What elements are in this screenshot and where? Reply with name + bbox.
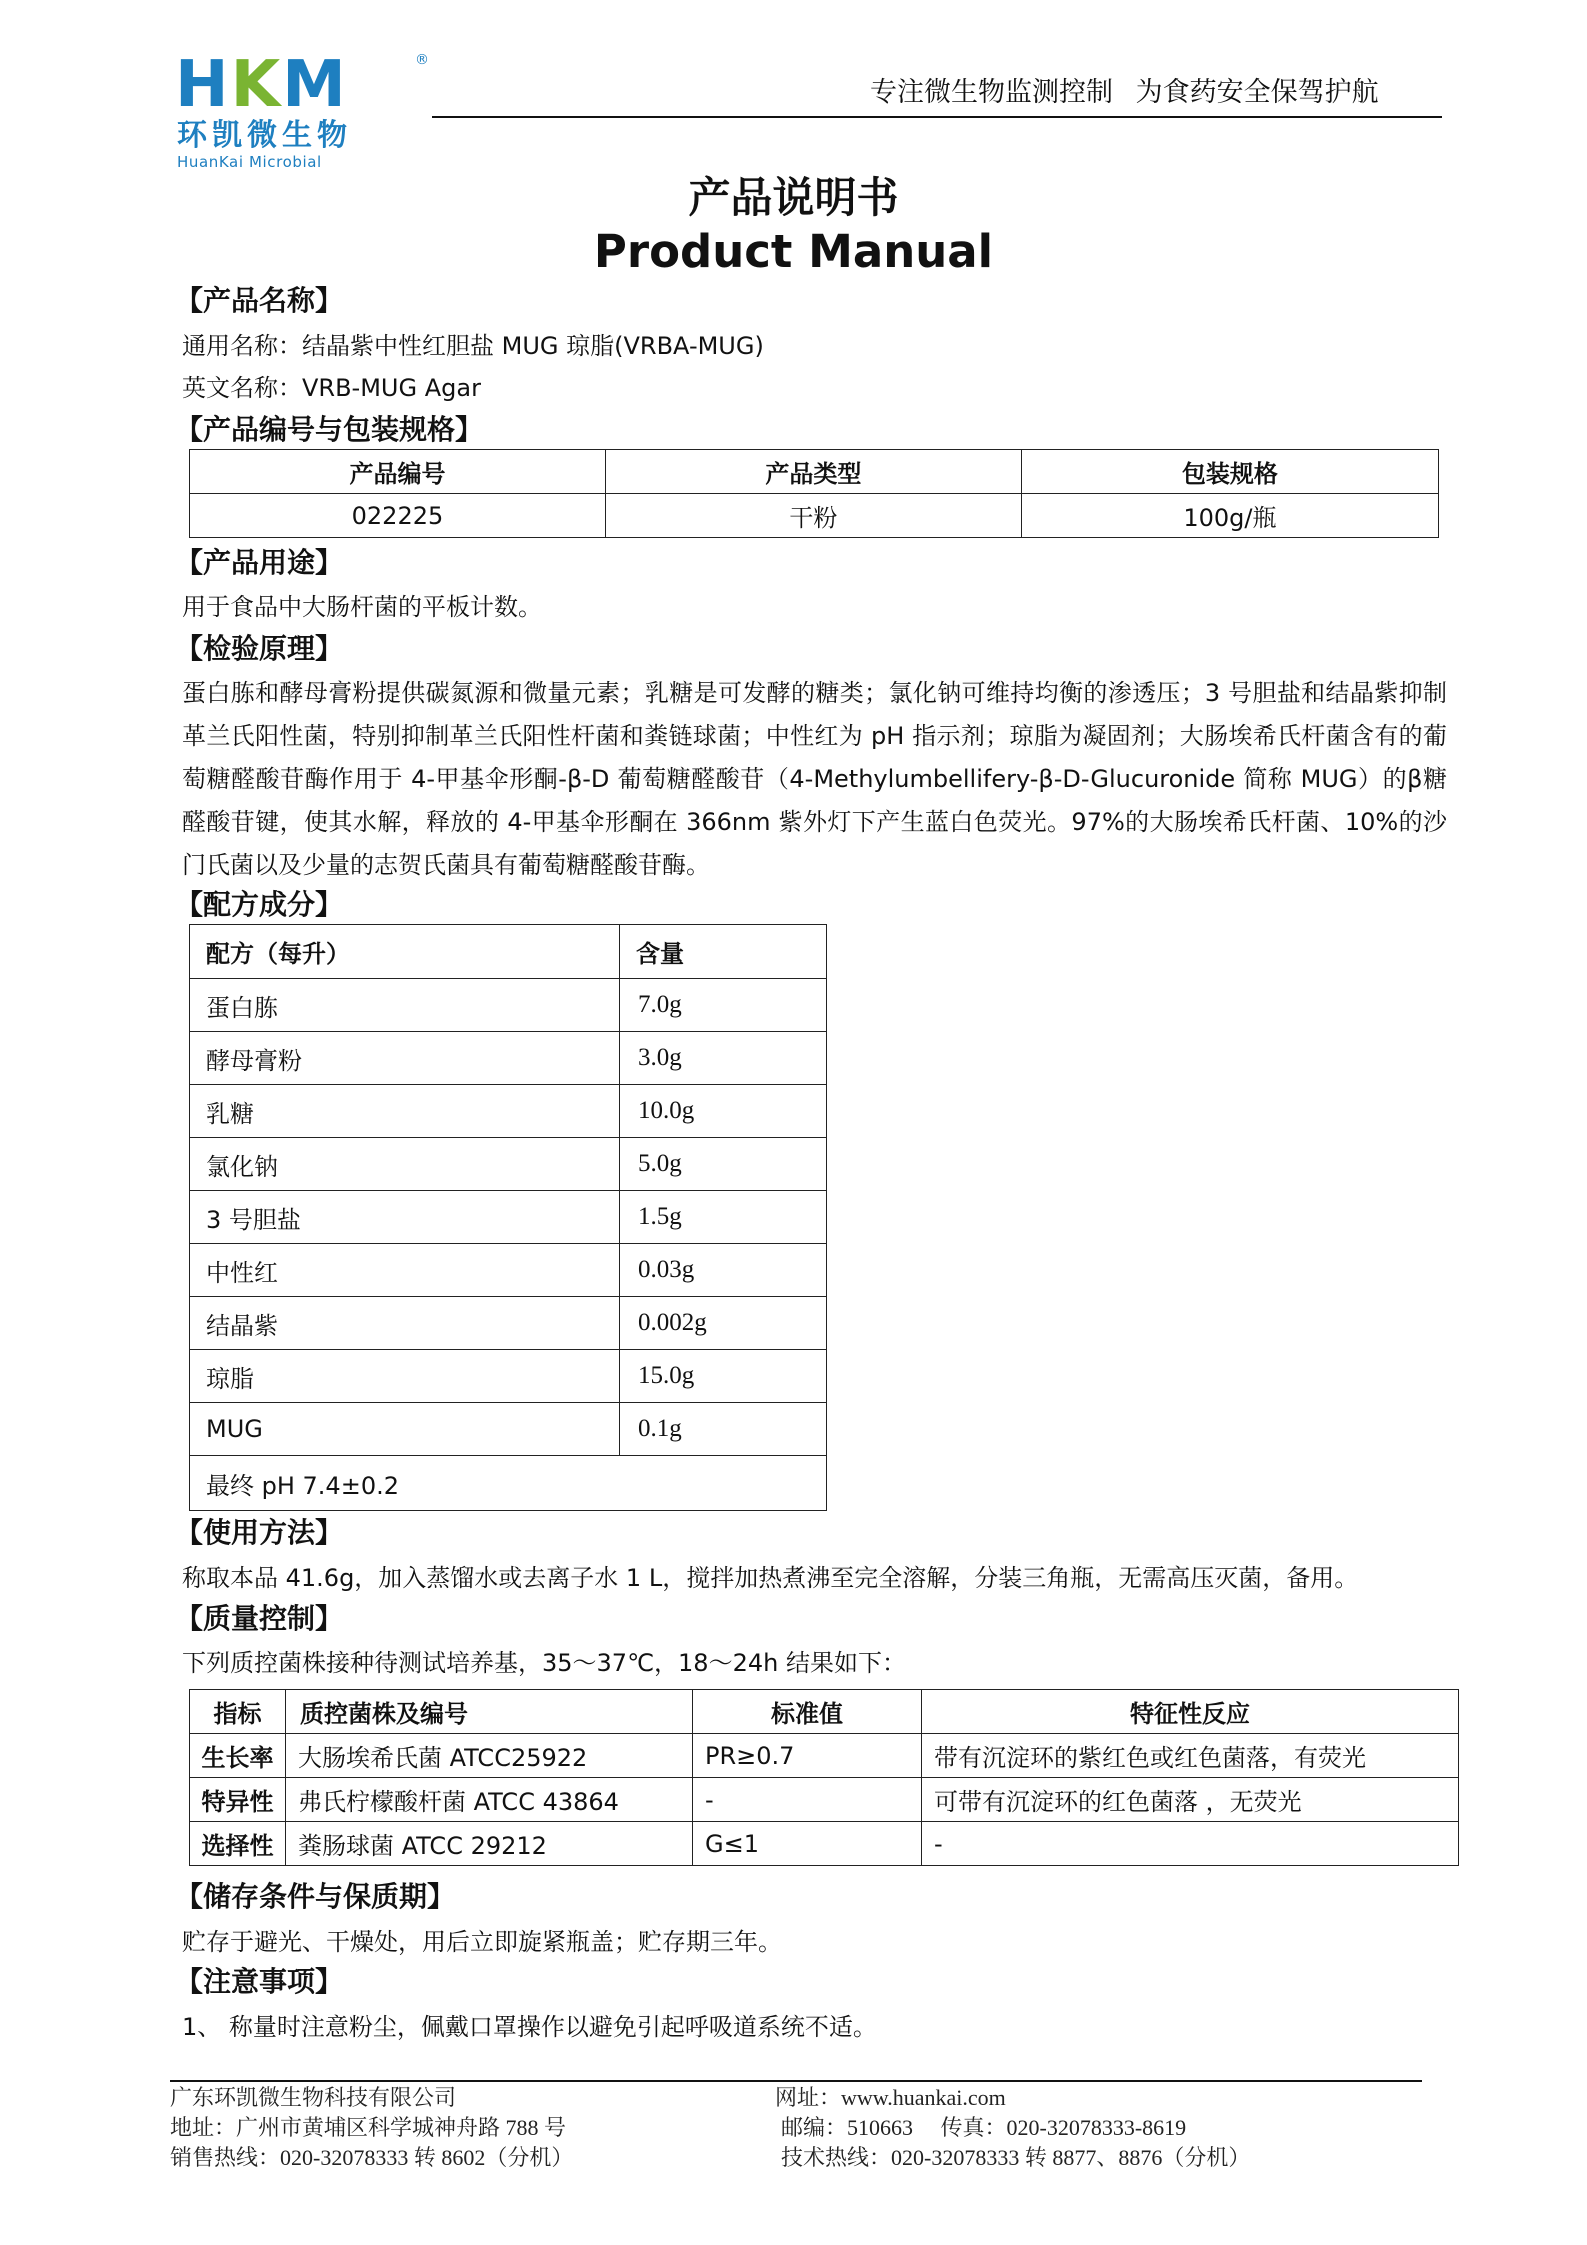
table-row — [190, 1822, 1459, 1866]
logo-mark: HKM — [175, 48, 348, 122]
section-heading-packaging: 【产品编号与包装规格】 — [175, 413, 484, 446]
section-heading-method: 【使用方法】 — [175, 1516, 344, 1549]
section-heading-notes: 【注意事项】 — [175, 1965, 344, 1998]
ingredient-name: 氯化钠 — [190, 1138, 620, 1191]
page-title-cn: 产品说明书 — [688, 173, 899, 222]
table-row — [190, 1350, 827, 1403]
qc-indicator: 生长率 — [190, 1734, 286, 1778]
header-cell: 质控菌株及编号 — [286, 1690, 693, 1734]
table-row — [190, 1734, 1459, 1778]
final-ph: 最终 pH 7.4±0.2 — [190, 1456, 827, 1511]
qc-strain: 弗氏柠檬酸杆菌 ATCC 43864 — [286, 1778, 693, 1822]
qc-standard: G≤1 — [693, 1822, 922, 1866]
table-row — [190, 1085, 827, 1138]
principle-text: 蛋白胨和酵母膏粉提供碳氮源和微量元素；乳糖是可发酵的糖类；氯化钠可维持均衡的渗透压；3 号胆盐和结晶紫抑制革兰氏阳性菌，特别抑制革兰氏阳性杆菌和粪链球菌；中性红为 pH 指示剂；琼脂为凝固剂；大肠埃希氏杆菌含有的葡萄糖醛酸苷酶作用于 4-甲基伞形酮-β-D 葡萄糖醛酸苷（4-Methylumbellifery-β-D-Glucuronide 简称 MUG）的β糖醛酸苷键，使其水解，释放的 4-甲基伞形酮在 366nm 紫外灯下产生蓝白色荧光。97%的大肠埃希氏杆菌、10%的沙门氏菌以及少量的志贺氏菌具有葡萄糖醛酸苷酶。 — [182, 679, 1447, 879]
footer-postcode-fax: 邮编：510663 传真：020-32078333-8619 — [781, 2115, 1187, 2140]
qc-strain: 大肠埃希氏菌 ATCC25922 — [286, 1734, 693, 1778]
table-row — [190, 1403, 827, 1456]
qc-indicator: 选择性 — [190, 1822, 286, 1866]
packaging-table — [189, 449, 1439, 538]
method-text: 称取本品 41.6g，加入蒸馏水或去离子水 1 L，搅拌加热煮沸至完全溶解，分装三角瓶，无需高压灭菌，备用。 — [182, 1564, 1359, 1592]
qc-reaction: 可带有沉淀环的红色菌落 ，无荧光 — [922, 1778, 1459, 1822]
table-row — [190, 494, 1439, 538]
product-code: 022225 — [190, 494, 606, 538]
usage-text: 用于食品中大肠杆菌的平板计数。 — [182, 593, 542, 621]
header-cell: 标准值 — [693, 1690, 922, 1734]
ingredient-amount: 3.0g — [619, 1032, 826, 1085]
section-heading-usage: 【产品用途】 — [175, 546, 344, 579]
page-title-en: Product Manual — [593, 225, 994, 278]
header-divider — [432, 116, 1442, 118]
ingredient-name: 琼脂 — [190, 1350, 620, 1403]
quality-table — [189, 1689, 1459, 1866]
ingredient-name: 蛋白胨 — [190, 979, 620, 1032]
formula-table — [189, 924, 827, 1511]
ingredient-amount: 15.0g — [619, 1350, 826, 1403]
footer-tech-hotline: 技术热线：020-32078333 转 8877、8876（分机） — [781, 2145, 1251, 2170]
english-name: 英文名称：VRB-MUG Agar — [182, 374, 481, 402]
ingredient-amount: 0.1g — [619, 1403, 826, 1456]
common-name: 通用名称：结晶紫中性红胆盐 MUG 琼脂(VRBA-MUG) — [182, 332, 764, 360]
qc-reaction: - — [922, 1822, 1459, 1866]
header-cell: 特征性反应 — [922, 1690, 1459, 1734]
footer-website: 网址：www.huankai.com — [775, 2085, 1006, 2110]
ingredient-amount: 0.03g — [619, 1244, 826, 1297]
header-cell: 产品编号 — [190, 450, 606, 494]
ingredient-amount: 5.0g — [619, 1138, 826, 1191]
table-header-row — [190, 450, 1439, 494]
qc-reaction: 带有沉淀环的紫红色或红色菌落，有荧光 — [922, 1734, 1459, 1778]
table-row — [190, 1191, 827, 1244]
header-cell: 产品类型 — [605, 450, 1021, 494]
logo-english-name: HuanKai Microbial — [177, 153, 322, 171]
ingredient-name: 乳糖 — [190, 1085, 620, 1138]
qc-standard: - — [693, 1778, 922, 1822]
storage-text: 贮存于避光、干燥处，用后立即旋紧瓶盖；贮存期三年。 — [182, 1928, 782, 1956]
ingredient-name: 3 号胆盐 — [190, 1191, 620, 1244]
section-heading-principle: 【检验原理】 — [175, 632, 344, 665]
footer-company: 广东环凯微生物科技有限公司 — [170, 2085, 457, 2110]
package-spec: 100g/瓶 — [1021, 494, 1438, 538]
qc-strain: 粪肠球菌 ATCC 29212 — [286, 1822, 693, 1866]
section-heading-storage: 【储存条件与保质期】 — [175, 1880, 456, 1913]
ingredient-name: 酵母膏粉 — [190, 1032, 620, 1085]
header-slogan: 专注微生物监测控制 为食药安全保驾护航 — [870, 77, 1379, 108]
header-cell: 指标 — [190, 1690, 286, 1734]
company-logo — [175, 48, 435, 171]
table-row — [190, 1032, 827, 1085]
header-cell: 包装规格 — [1021, 450, 1438, 494]
table-header-row — [190, 925, 827, 979]
footer-divider — [170, 2080, 1422, 2082]
qc-indicator: 特异性 — [190, 1778, 286, 1822]
ingredient-name: 中性红 — [190, 1244, 620, 1297]
registered-mark: ® — [415, 52, 429, 68]
table-header-row — [190, 1690, 1459, 1734]
section-heading-quality: 【质量控制】 — [175, 1602, 344, 1635]
table-row — [190, 1138, 827, 1191]
ingredient-name: MUG — [190, 1403, 620, 1456]
header-cell: 配方（每升） — [190, 925, 620, 979]
section-heading-product-name: 【产品名称】 — [175, 284, 344, 317]
qc-standard: PR≥0.7 — [693, 1734, 922, 1778]
footer-sales-hotline: 销售热线：020-32078333 转 8602（分机） — [170, 2145, 574, 2170]
table-row — [190, 1297, 827, 1350]
header-cell: 含量 — [619, 925, 826, 979]
table-row — [190, 1456, 827, 1511]
quality-intro: 下列质控菌株接种待测试培养基，35～37℃，18～24h 结果如下： — [182, 1649, 906, 1677]
section-heading-formula: 【配方成分】 — [175, 888, 344, 921]
table-row — [190, 1778, 1459, 1822]
ingredient-amount: 10.0g — [619, 1085, 826, 1138]
table-row — [190, 979, 827, 1032]
footer-address: 地址：广州市黄埔区科学城神舟路 788 号 — [170, 2115, 567, 2140]
product-type: 干粉 — [605, 494, 1021, 538]
ingredient-amount: 7.0g — [619, 979, 826, 1032]
table-row — [190, 1244, 827, 1297]
ingredient-name: 结晶紫 — [190, 1297, 620, 1350]
notes-text: 1、 称量时注意粉尘，佩戴口罩操作以避免引起呼吸道系统不适。 — [182, 2013, 877, 2041]
ingredient-amount: 1.5g — [619, 1191, 826, 1244]
logo-chinese-name: 环凯微生物 — [177, 118, 352, 153]
ingredient-amount: 0.002g — [619, 1297, 826, 1350]
